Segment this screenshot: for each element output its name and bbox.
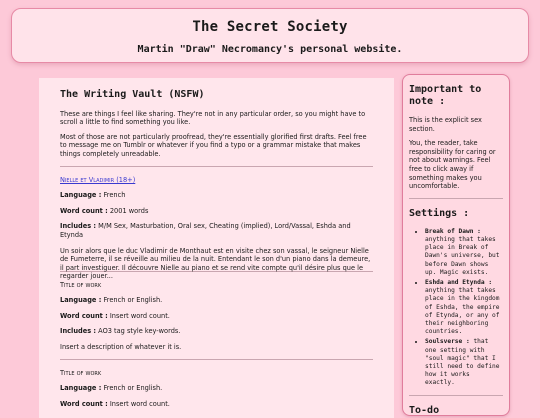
page-title: The Writing Vault (NSFW) <box>60 89 205 100</box>
todo-heading: To-do <box>409 404 440 416</box>
sidebar[interactable] <box>402 74 510 416</box>
divider <box>60 359 373 360</box>
settings-item: • Eshda and Etynda : anything that takes place in the kingdom of Eshda, the empire of Etynda, or any of their neighboring countries. <box>425 279 503 336</box>
work-language: Language : French or English. <box>60 296 163 305</box>
work-entry-2 <box>60 281 373 352</box>
work-language: Language : French or English. <box>60 384 163 393</box>
site-header <box>11 8 529 63</box>
work-description: Un soir alors que le duc Vladimir de Monthaut est en visite chez son vassal, le seigneur Nielle de Fumeterre, il se réveille au milieu de la nuit. Entendant le son d'un piano dans la demeure, il part investiguer. Il découvre Nielle au piano et se rend vite compte qu'il désire plus que le regarder jouer... <box>60 246 371 281</box>
divider <box>60 166 373 167</box>
important-heading: Important to note : <box>409 84 482 107</box>
important-text-2: You, the reader, take responsibility for caring or not about warnings. Feel free to click away if something makes you uncomfortable. <box>409 139 496 191</box>
important-text-1: This is the explicit sex section. <box>409 116 482 133</box>
divider <box>409 198 503 199</box>
work-entry-1 <box>60 175 373 281</box>
site-title: The Secret Society <box>192 19 348 35</box>
work-wordcount: Word count : Insert word count. <box>60 399 170 408</box>
work-description: Insert a description of whatever it is. <box>60 342 182 351</box>
intro-paragraph-1: These are things I feel like sharing. They're not in any particular order, so you might have to scroll a little to find something you like. <box>60 109 366 127</box>
divider <box>409 395 503 396</box>
work-includes: Includes : AO3 tag style key-words. <box>60 327 181 336</box>
work-language: Language : French <box>60 191 126 200</box>
work-includes: Includes : M/M Sex, Masturbation, Oral sex, Cheating (implied), Lord/Vassal, Eshda and Etynda <box>60 222 351 239</box>
settings-list <box>409 228 503 388</box>
work-title: Title of work <box>60 368 102 377</box>
intro-paragraph-2: Most of those are not particularly proofread, they're essentially glorified first drafts. Feel free to message me on Tumblr or whatever if you find a typo or a grammar mistake that makes things completely unreadable. <box>60 132 367 158</box>
site-subtitle: Martin "Draw" Necromancy's personal website. <box>137 44 403 55</box>
settings-heading: Settings : <box>409 207 470 219</box>
work-title: Title of work <box>60 280 102 289</box>
work-title-link[interactable]: Nielle et Vladimir (18+) <box>60 175 136 184</box>
settings-item: • Break of Dawn : anything that takes place in Break of Dawn's universe, but before Dawn shows up. Magic exists. <box>425 228 503 277</box>
work-wordcount: Word count : 2001 words <box>60 206 149 215</box>
work-wordcount: Word count : Insert word count. <box>60 311 170 320</box>
main-content[interactable] <box>39 78 394 418</box>
settings-item: • Soulsverse : that one setting with "soul magic" that I still need to define how it works exactly. <box>425 338 503 387</box>
work-entry-3 <box>60 369 373 409</box>
